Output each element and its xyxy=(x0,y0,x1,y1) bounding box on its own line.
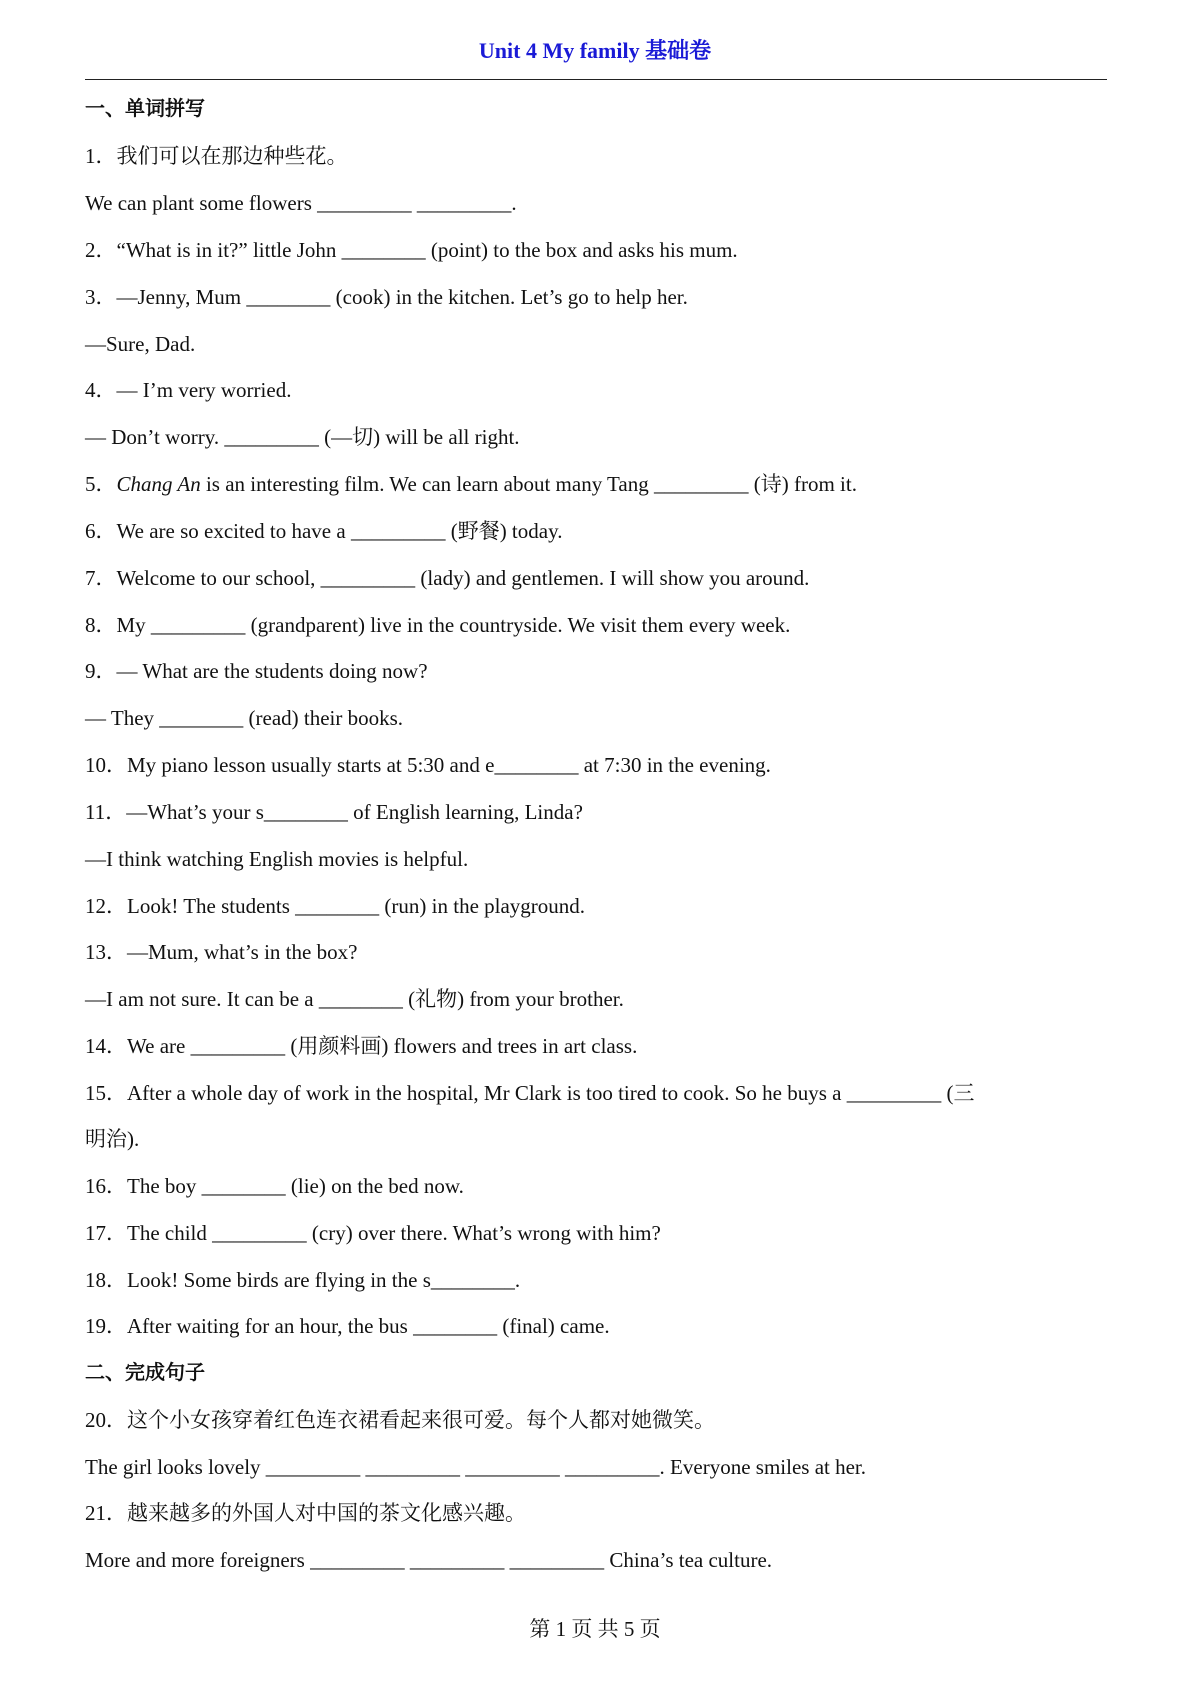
page-title: Unit 4 My family 基础卷 xyxy=(478,38,712,63)
question-1: 1．我们可以在那边种些花。 xyxy=(85,144,348,168)
section-heading-1: 一、单词拼写 xyxy=(85,96,205,120)
question-20: 20．这个小女孩穿着红色连衣裙看起来很可爱。每个人都对她微笑。 xyxy=(85,1408,715,1432)
question-2: 2．“What is in it?” little John ________ (point) to the box and asks his mum. xyxy=(85,238,738,262)
header-rule xyxy=(85,79,1107,80)
film-title: Chang An xyxy=(116,472,201,496)
question-11-reply: —I think watching English movies is helpful. xyxy=(85,847,469,871)
page-footer: 第 1 页 共 5 页 xyxy=(529,1617,661,1641)
question-8: 8．My _________ (grandparent) live in the countryside. We visit them every week. xyxy=(85,613,791,637)
question-5-number: 5． xyxy=(85,472,117,496)
question-10: 10．My piano lesson usually starts at 5:30 and e________ at 7:30 in the evening. xyxy=(85,753,771,777)
question-20-sentence: The girl looks lovely _________ _________ _________ _________. Everyone smiles at her. xyxy=(85,1455,866,1479)
question-6: 6．We are so excited to have a _________ (野餐) today. xyxy=(85,519,563,543)
question-7: 7．Welcome to our school, _________ (lady) and gentlemen. I will show you around. xyxy=(85,566,810,590)
question-3: 3．—Jenny, Mum ________ (cook) in the kitchen. Let’s go to help her. xyxy=(85,285,688,309)
question-11: 11．—What’s your s________ of English learning, Linda? xyxy=(85,800,583,824)
question-15: 15．After a whole day of work in the hospital, Mr Clark is too tired to cook. So he buys a _________ (三 xyxy=(85,1081,975,1105)
question-21-sentence: More and more foreigners _________ _________ _________ China’s tea culture. xyxy=(85,1548,773,1572)
question-21: 21．越来越多的外国人对中国的茶文化感兴趣。 xyxy=(85,1501,526,1525)
question-19: 19．After waiting for an hour, the bus ________ (final) came. xyxy=(85,1314,610,1338)
question-4-reply: — Don’t worry. _________ (—切) will be all right. xyxy=(85,425,520,449)
question-5 xyxy=(85,471,1107,497)
question-3-reply: —Sure, Dad. xyxy=(85,332,196,356)
question-5-text: is an interesting film. We can learn about many Tang _________ (诗) from it. xyxy=(200,472,857,496)
question-1-sentence: We can plant some flowers _________ _________. xyxy=(85,191,517,215)
question-9: 9．— What are the students doing now? xyxy=(85,659,428,683)
question-13: 13．—Mum, what’s in the box? xyxy=(85,940,358,964)
question-14: 14．We are _________ (用颜料画) flowers and trees in art class. xyxy=(85,1034,638,1058)
question-9-reply: — They ________ (read) their books. xyxy=(85,706,404,730)
question-4: 4．— I’m very worried. xyxy=(85,378,292,402)
question-16: 16．The boy ________ (lie) on the bed now. xyxy=(85,1174,464,1198)
question-13-reply: —I am not sure. It can be a ________ (礼物) from your brother. xyxy=(85,987,624,1011)
section-heading-2: 二、完成句子 xyxy=(85,1360,205,1384)
question-17: 17．The child _________ (cry) over there. What’s wrong with him? xyxy=(85,1221,661,1245)
question-18: 18．Look! Some birds are flying in the s________. xyxy=(85,1268,521,1292)
question-15-continued: 明治). xyxy=(85,1127,140,1151)
question-12: 12．Look! The students ________ (run) in the playground. xyxy=(85,894,586,918)
